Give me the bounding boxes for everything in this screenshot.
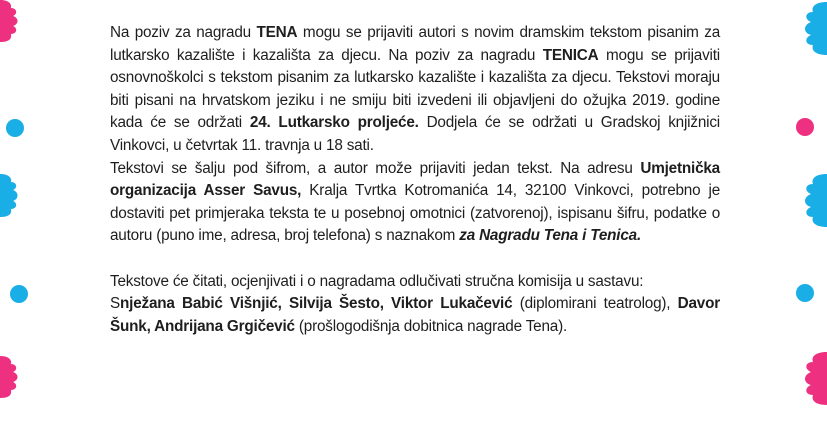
left-edge-decorations xyxy=(0,0,28,398)
jury-members: nježana Babić Višnjić, Silvija Šesto, Viktor Lukačević xyxy=(120,295,513,313)
text-segment: (diplomirani teatrolog), xyxy=(512,295,678,313)
dot-icon xyxy=(796,284,814,302)
text-segment: mogu se prijaviti autori s novim dramskim tekstom pisanim za lutkarsko kazalište i kazališta za djecu. Na poziv za nagradu xyxy=(110,24,720,64)
scalloped-flower-icon xyxy=(0,356,18,398)
scalloped-flower-icon xyxy=(0,0,18,42)
dot-icon xyxy=(6,119,24,137)
text-segment: S xyxy=(110,295,121,313)
scalloped-flower-icon xyxy=(805,2,827,55)
submission-label: za Nagradu Tena i Tenica. xyxy=(459,227,642,245)
text-segment: mogu se prijaviti osnovnoškolci s tekstom pisanim za lutkarsko kazalište i kazališta za djecu. Tekstovi moraju biti pisani na hrvatskom jeziku i ne smiju biti izvedeni ili objavljeni do ožujka 2019. godine kada će se održati xyxy=(110,46,720,132)
festival-name: 24. Lutkarsko proljeće. xyxy=(249,114,419,132)
announcement-text xyxy=(110,22,720,338)
paragraph-submission xyxy=(110,158,720,248)
text-segment: Dodjela će se održati u Gradskoj knjižnici Vinkovci, u četvrtak 11. travnja u 18 sati. xyxy=(110,114,720,154)
jury-members: Davor Šunk, Andrijana Grgičević xyxy=(110,295,720,335)
text-segment: (prošlogodišnja dobitnica nagrade Tena). xyxy=(294,317,568,335)
scalloped-flower-icon xyxy=(805,352,827,405)
text-segment: Tekstovi se šalju pod šifrom, a autor može prijaviti jedan tekst. Na adresu xyxy=(110,159,641,177)
scalloped-flower-icon xyxy=(805,174,827,227)
organization-name: Umjetnička organizacija Asser Savus, xyxy=(110,159,720,200)
text-segment: Kralja Tvrtka Kotromanića 14, 32100 Vinkovci, potrebno je dostaviti pet primjeraka teksta te u posebnoj omotnici (zatvorenoj), ispisanu šifru, podatke o autoru (puno ime, adresa, broj telefona) s naznakom xyxy=(110,182,720,245)
paragraph-jury xyxy=(110,271,720,339)
paragraph-award-call xyxy=(110,22,720,158)
award-name-tena: TENA xyxy=(256,24,298,41)
text-segment: Tekstove će čitati, ocjenjivati i o nagradama odlučivati stručna komisija u sastavu: xyxy=(110,272,644,290)
right-edge-decorations xyxy=(796,2,827,405)
scalloped-flower-icon xyxy=(0,174,18,217)
dot-icon xyxy=(796,118,814,136)
dot-icon xyxy=(10,285,28,303)
award-name-tenica: TENICA xyxy=(542,46,599,64)
text-segment: Na poziv za nagradu xyxy=(110,24,257,41)
